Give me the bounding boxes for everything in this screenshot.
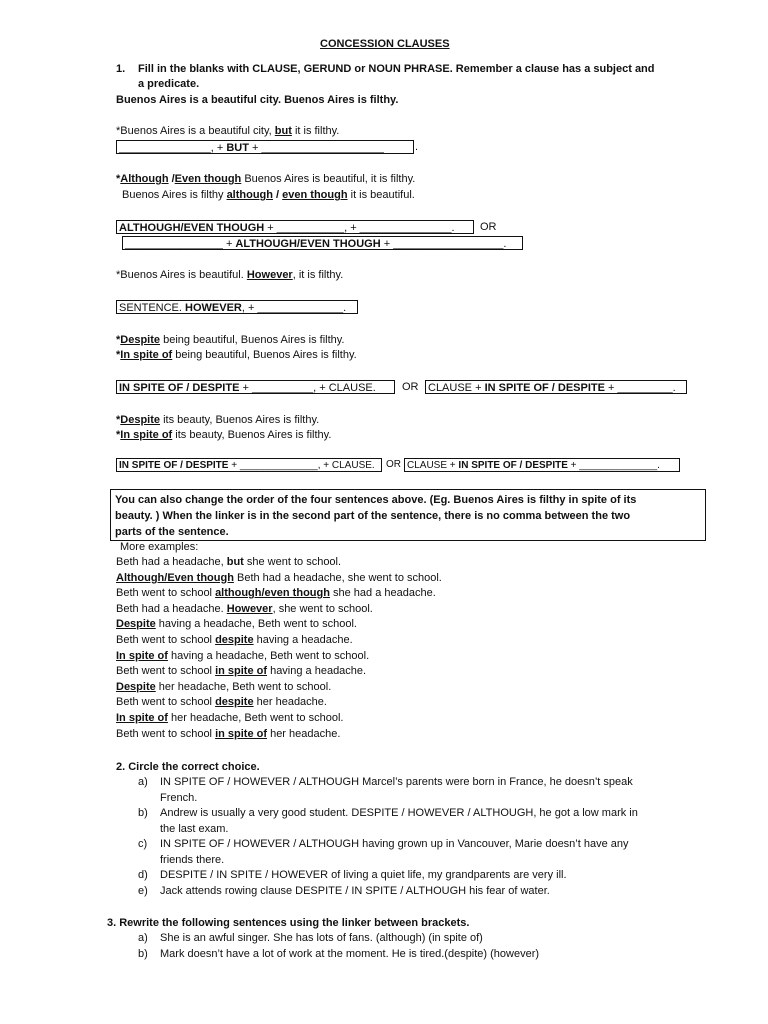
but-pattern-period: .	[415, 141, 419, 153]
q2-item-line: IN SPITE OF / HOWEVER / ALTHOUGH Marcel’s parents were born in France, he doesn’t speak	[160, 776, 633, 788]
example-sentence: In spite of her headache, Beth went to school.	[116, 712, 344, 724]
example-sentence: Beth had a headache, but she went to school.	[116, 556, 342, 568]
despite-example-2: *Despite its beauty, Buenos Aires is filthy.	[116, 414, 320, 426]
although-pattern-box-2: ________________ + ALTHOUGH/EVEN THOUGH + __________________.	[122, 236, 523, 250]
note-box	[110, 489, 706, 541]
although-example-2: Buenos Aires is filthy although / even though it is beautiful.	[122, 189, 415, 201]
q2-item-line: DESPITE / IN SPITE / HOWEVER of living a quiet life, my grandparents are very ill.	[160, 869, 567, 881]
example-sentence: Beth went to school in spite of having a headache.	[116, 665, 367, 678]
q2-heading: 2. Circle the correct choice.	[116, 761, 260, 773]
or-label-3: OR	[386, 459, 401, 470]
note-line-3: parts of the sentence.	[115, 526, 229, 538]
although-pattern-box-1: ALTHOUGH/EVEN THOUGH + ___________, + _______________.	[116, 220, 474, 234]
note-line-1: You can also change the order of the four sentences above. (Eg. Buenos Aires is filthy in spite of its	[115, 494, 637, 506]
q2-item-line: Andrew is usually a very good student. DESPITE / HOWEVER / ALTHOUGH, he got a low mark in	[160, 807, 638, 819]
gerund-pattern-box-1: IN SPITE OF / DESPITE + __________, + CLAUSE.	[116, 380, 395, 394]
q3-item-text: Mark doesn’t have a lot of work at the moment. He is tired.(despite) (however)	[160, 948, 540, 960]
q2-item-letter: e)	[138, 885, 148, 897]
however-example: *Buenos Aires is beautiful. However, it is filthy.	[116, 269, 344, 281]
q2-item-line: friends there.	[160, 853, 225, 866]
np-pattern-box-2: CLAUSE + IN SPITE OF / DESPITE + ______________.	[404, 458, 680, 472]
gerund-pattern-box-2: CLAUSE + IN SPITE OF / DESPITE + _________.	[425, 380, 687, 394]
but-example: *Buenos Aires is a beautiful city, but it is filthy.	[116, 125, 340, 137]
q2-item-line: French.	[160, 791, 198, 804]
or-label-2: OR	[402, 381, 419, 393]
example-sentence: Beth went to school despite having a headache.	[116, 634, 353, 646]
q2-item-line: Jack attends rowing clause DESPITE / IN SPITE / ALTHOUGH his fear of water.	[160, 885, 550, 897]
example-sentence: In spite of having a headache, Beth went to school.	[116, 649, 370, 662]
however-pattern-box: SENTENCE. HOWEVER, + ______________.	[116, 300, 358, 314]
example-sentence: Beth had a headache. However, she went to school.	[116, 602, 373, 615]
q1-instruction-line2: a predicate.	[138, 78, 200, 90]
q2-item-letter: c)	[138, 838, 148, 850]
np-pattern-box-1: IN SPITE OF / DESPITE + ______________, + CLAUSE.	[116, 458, 382, 472]
example-sentence: Beth went to school although/even though she had a headache.	[116, 587, 436, 600]
more-examples-label: More examples:	[120, 541, 199, 553]
q2-item-line: the last exam.	[160, 822, 229, 835]
q1-base-sentence: Buenos Aires is a beautiful city. Buenos Aires is filthy.	[116, 94, 399, 106]
despite-example-1: *Despite being beautiful, Buenos Aires is filthy.	[116, 334, 345, 346]
example-sentence: Beth went to school in spite of her headache.	[116, 727, 341, 740]
q1-instruction-line1: Fill in the blanks with CLAUSE, GERUND or NOUN PHRASE. Remember a clause has a subject and	[138, 63, 655, 75]
q3-heading: 3. Rewrite the following sentences using the linker between brackets.	[107, 917, 470, 929]
inspite-example-1: *In spite of being beautiful, Buenos Aires is filthy.	[116, 349, 357, 361]
example-sentence: Beth went to school despite her headache.	[116, 696, 327, 709]
page-title: CONCESSION CLAUSES	[320, 38, 450, 50]
q2-item-letter: a)	[138, 776, 148, 788]
example-sentence: Despite her headache, Beth went to school.	[116, 680, 332, 693]
example-sentence: Although/Even though Beth had a headache, she went to school.	[116, 571, 442, 584]
q3-item-letter: a)	[138, 932, 148, 944]
example-sentence: Despite having a headache, Beth went to school.	[116, 618, 357, 631]
q1-number: 1.	[116, 63, 126, 75]
q2-item-letter: d)	[138, 869, 148, 881]
although-example-1: *Although /Even though Buenos Aires is beautiful, it is filthy.	[116, 173, 416, 185]
q2-item-line: IN SPITE OF / HOWEVER / ALTHOUGH having grown up in Vancouver, Marie doesn’t have any	[160, 838, 629, 850]
inspite-example-2: *In spite of its beauty, Buenos Aires is filthy.	[116, 429, 332, 441]
q2-item-letter: b)	[138, 807, 148, 819]
or-label-1: OR	[480, 221, 497, 233]
but-pattern-box: _______________, + BUT + ____________________	[116, 140, 414, 154]
q3-item-letter: b)	[138, 948, 148, 960]
q3-item-text: She is an awful singer. She has lots of fans. (although) (in spite of)	[160, 932, 483, 944]
note-line-2: beauty. ) When the linker is in the second part of the sentence, there is no comma between the two	[115, 510, 631, 522]
